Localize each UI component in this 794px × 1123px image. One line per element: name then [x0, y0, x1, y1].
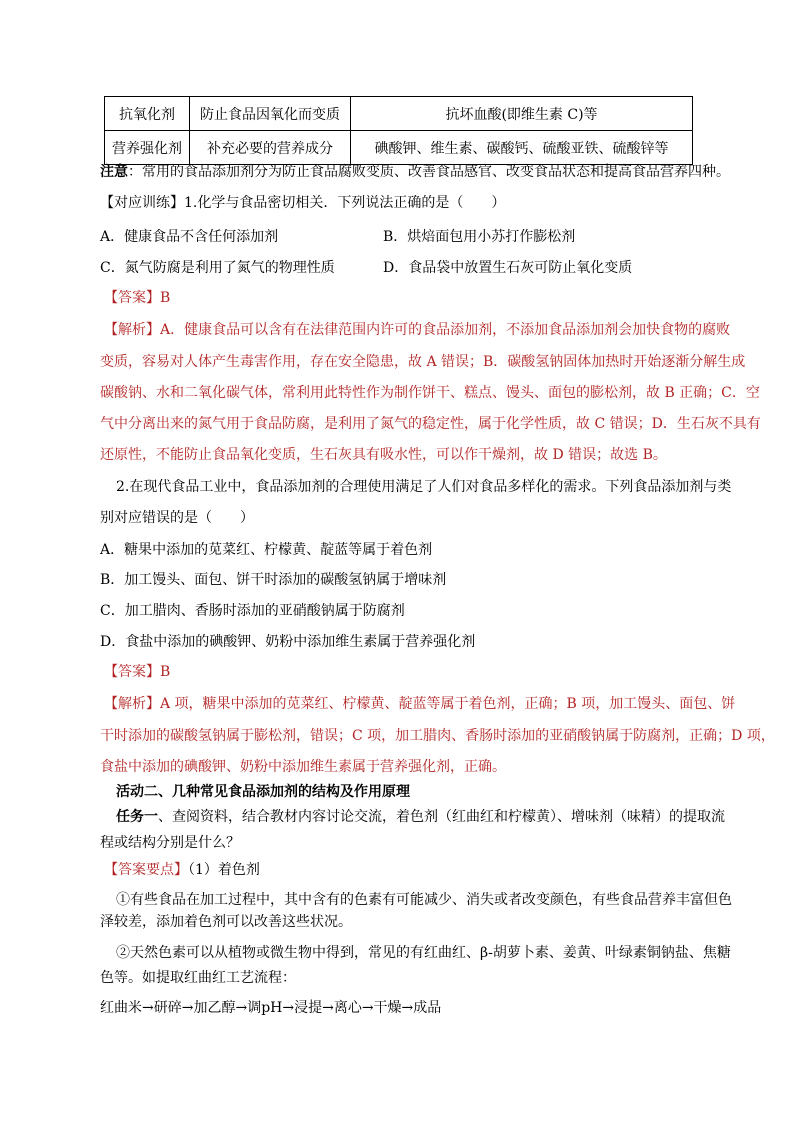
q2-analysis-label: 【解析】 [104, 696, 160, 712]
task-text: 、查阅资料，结合教材内容讨论交流，着色剂（红曲红和柠檬黄）、增味剂（味精）的提取流 [158, 809, 725, 825]
table-cell: 营养强化剂 [105, 131, 190, 165]
q1-analysis-label: 【解析】 [104, 322, 160, 338]
q1-analysis-line: 变质，容易对人体产生毒害作用，存在安全隐患，故 A 错误；B．碳酸氢钠固体加热时开始逐渐分解生成 [100, 354, 746, 370]
paragraph-line: ①有些食品在加工过程中，其中含有的色素有可能减少、消失或者改变颜色，有些食品营养丰富但色 [116, 892, 732, 908]
q1-analysis-line: 碳酸钠、水和二氧化碳气体，常利用此特性作为制作饼干、糕点、馒头、面包的膨松剂，故 B 正确；C．空 [100, 385, 760, 401]
task-line [116, 807, 725, 827]
q2-stem-line: 别对应错误的是（ ） [100, 510, 254, 526]
q1-analysis-line: 气中分离出来的氮气用于食品防腐，是利用了氮气的稳定性，属于化学性质，故 C 错误；D．生石灰不具有 [100, 416, 761, 432]
q2-analysis-line: 干时添加的碳酸氢钠属于膨松剂，错误；C 项，加工腊肉、香肠时添加的亚硝酸钠属于防腐剂，正确；D 项， [100, 728, 775, 744]
process-flow: 红曲米→研碎→加乙醇→调pH→浸提→离心→干燥→成品 [100, 1000, 442, 1016]
table-cell: 抗坏血酸(即维生素 C)等 [351, 97, 693, 131]
q1-answer: B [160, 290, 171, 306]
q2-analysis-line: 食盐中添加的碘酸钾、奶粉中添加维生素属于营养强化剂，正确。 [100, 759, 506, 775]
q2-analysis-text: A 项，糖果中添加的苋菜红、柠檬黄、靛蓝等属于着色剂，正确；B 项，加工馒头、面包、饼 [160, 696, 736, 712]
q2-option-a: A．糖果中添加的苋菜红、柠檬黄、靛蓝等属于着色剂 [100, 542, 433, 558]
q1-stem-line [100, 193, 505, 213]
q1-stem: 1.化学与食品密切相关．下列说法正确的是（ ） [184, 195, 506, 211]
table-cell: 防止食品因氧化而变质 [190, 97, 351, 131]
q2-answer: B [160, 664, 171, 680]
activity-title: 活动二、几种常见食品添加剂的结构及作用原理 [116, 784, 410, 800]
paragraph-line: 色等。如提取红曲红工艺流程： [100, 970, 296, 986]
table-cell: 补充必要的营养成分 [190, 131, 351, 165]
q1-option-d: D．食品袋中放置生石灰可防止氧化变质 [383, 260, 633, 276]
q2-stem-line: 2.在现代食品工业中，食品添加剂的合理使用满足了人们对食品多样化的需求。下列食品添加剂与类 [116, 479, 732, 495]
q1-answer-label: 【答案】 [104, 290, 160, 306]
q1-analysis-line [104, 320, 730, 340]
key-points-label: 【答案要点】 [104, 862, 188, 878]
task-label: 任务一 [116, 809, 158, 825]
table-cell: 抗氧化剂 [105, 97, 190, 131]
q1-analysis-line: 还原性，不能防止食品氧化变质，生石灰具有吸水性，可以作干燥剂，故 D 错误；故选 B。 [100, 447, 667, 463]
task-line: 程或结构分别是什么？ [100, 835, 240, 851]
q2-answer-label: 【答案】 [104, 664, 160, 680]
key-points-text: （1）着色剂 [188, 862, 260, 878]
note-text: ：常用的食品添加剂分为防止食品腐败变质、改善食品感官、改变食品状态和提高食品营养四种。 [128, 164, 730, 180]
q1-option-b: B．烘焙面包用小苏打作膨松剂 [383, 229, 576, 245]
table-cell: 碘酸钾、维生素、碳酸钙、硫酸亚铁、硫酸锌等 [351, 131, 693, 165]
paragraph-line: 泽较差，添加着色剂可以改善这些状况。 [100, 914, 352, 930]
q2-option-c: C．加工腊肉、香肠时添加的亚硝酸钠属于防腐剂 [100, 603, 405, 619]
q1-option-c: C．氮气防腐是利用了氮气的物理性质 [100, 260, 335, 276]
q1-option-a: A．健康食品不含任何添加剂 [100, 229, 279, 245]
table-row [105, 97, 693, 131]
q2-answer-line [104, 662, 170, 682]
additive-table [104, 96, 693, 165]
note-label: 注意 [100, 164, 128, 180]
q1-analysis-text: A．健康食品可以含有在法律范围内许可的食品添加剂，不添加食品添加剂会加快食物的腐败 [160, 322, 731, 338]
key-points-line [104, 860, 260, 880]
paragraph-line: ②天然色素可以从植物或微生物中得到，常见的有红曲红、β-胡萝卜素、姜黄、叶绿素铜钠盐、焦糖 [116, 945, 731, 961]
q2-option-b: B．加工馒头、面包、饼干时添加的碳酸氢钠属于增味剂 [100, 572, 447, 588]
q1-tag: 【对应训练】 [100, 195, 184, 211]
q2-option-d: D．食盐中添加的碘酸钾、奶粉中添加维生素属于营养强化剂 [100, 634, 476, 650]
table-row [105, 131, 693, 165]
q2-analysis-line [104, 694, 735, 714]
q1-answer-line [104, 288, 170, 308]
note-line [100, 162, 730, 182]
